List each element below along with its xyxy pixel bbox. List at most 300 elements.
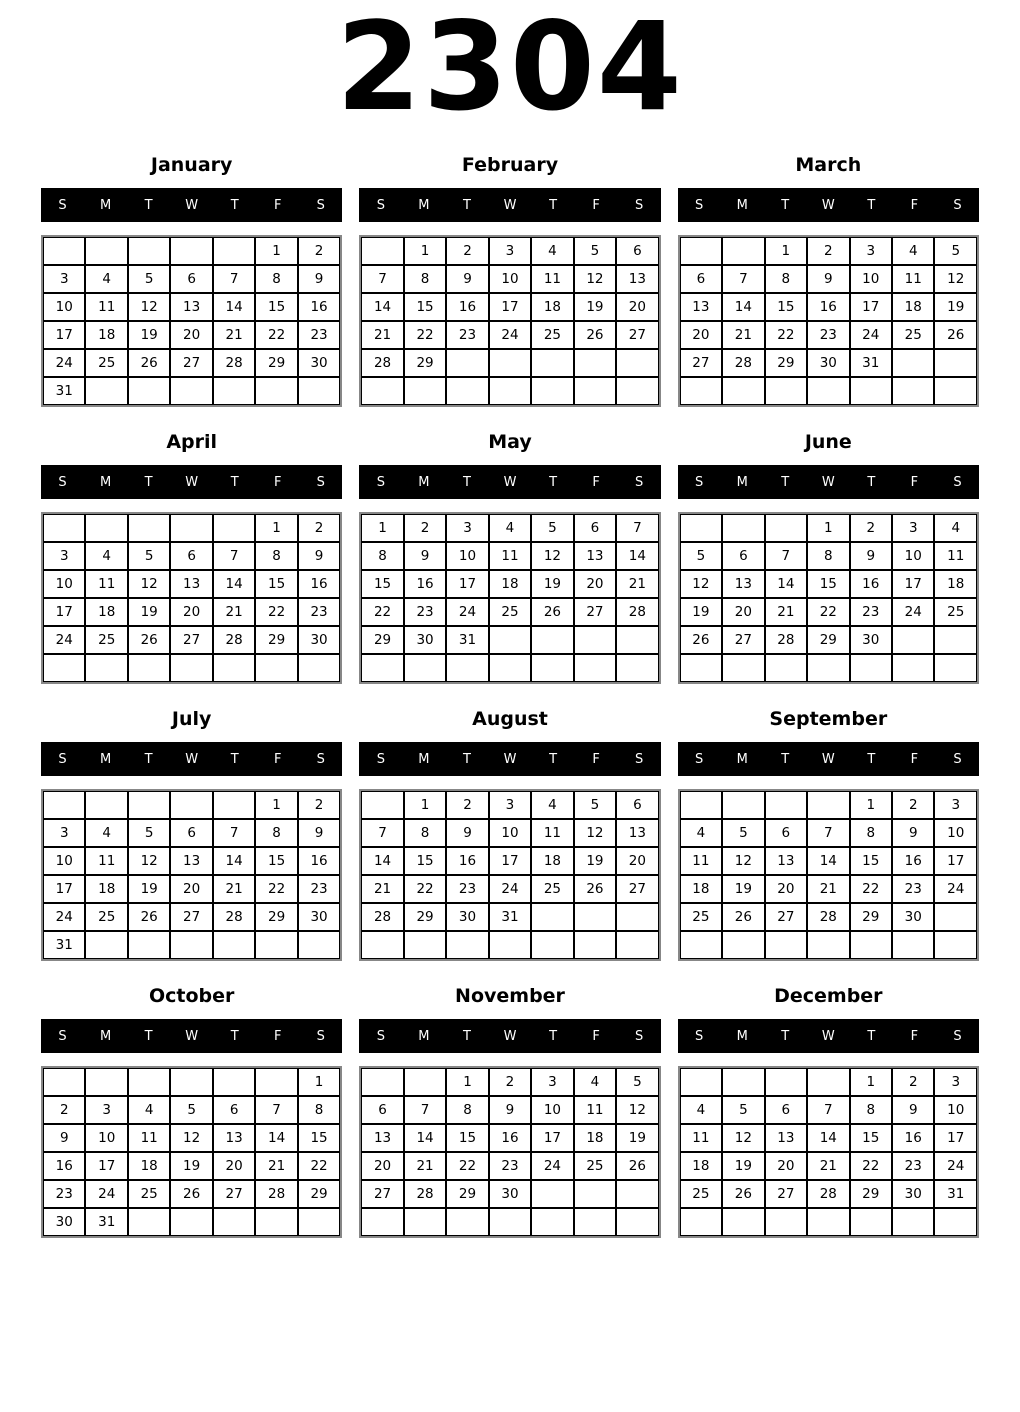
day-cell: 8 [298, 1096, 341, 1124]
day-cell-empty [722, 654, 764, 682]
day-cell-empty [807, 791, 849, 819]
day-cell: 27 [361, 1180, 403, 1208]
day-cell: 6 [170, 542, 212, 570]
day-cell: 22 [446, 1152, 488, 1180]
day-cell: 4 [574, 1068, 616, 1096]
week-row [361, 377, 658, 405]
weekday-label: T [462, 197, 471, 213]
day-cell: 7 [361, 819, 403, 847]
day-cell: 3 [489, 791, 531, 819]
day-cell: 17 [446, 570, 488, 598]
week-row [43, 903, 340, 931]
day-cell: 15 [404, 293, 446, 321]
day-cell-empty [298, 931, 341, 959]
day-cell-empty [722, 931, 764, 959]
day-cell-empty [574, 349, 616, 377]
day-cell-empty [934, 903, 977, 931]
day-cell: 25 [128, 1180, 170, 1208]
day-cell-empty [489, 1208, 531, 1236]
day-cell-empty [298, 377, 341, 405]
day-cell: 18 [680, 875, 722, 903]
day-cell: 16 [298, 293, 341, 321]
day-cell: 2 [892, 1068, 934, 1096]
day-cell-empty [531, 349, 573, 377]
day-cell-empty [722, 1068, 764, 1096]
day-cell: 18 [934, 570, 977, 598]
day-cell-empty [213, 931, 255, 959]
day-cell: 19 [722, 875, 764, 903]
day-cell-empty [361, 931, 403, 959]
day-cell: 15 [404, 847, 446, 875]
day-cell-empty [892, 626, 934, 654]
day-cell: 22 [807, 598, 849, 626]
day-cell: 1 [255, 514, 297, 542]
day-cell-empty [722, 791, 764, 819]
weekday-header [41, 742, 342, 776]
day-cell: 28 [361, 349, 403, 377]
day-cell-empty [892, 931, 934, 959]
day-cell: 3 [43, 819, 85, 847]
month-june [678, 431, 979, 684]
day-cell: 2 [446, 791, 488, 819]
day-cell-empty [170, 1068, 212, 1096]
day-cell: 15 [850, 1124, 892, 1152]
week-row [680, 931, 977, 959]
weekday-label: S [376, 751, 385, 767]
day-cell: 12 [574, 265, 616, 293]
day-cell: 5 [128, 819, 170, 847]
day-cell: 24 [43, 349, 85, 377]
day-cell-empty [170, 237, 212, 265]
day-cell: 1 [404, 791, 446, 819]
month-grid-frame [41, 512, 342, 684]
weekday-label: W [503, 197, 517, 213]
day-cell: 17 [489, 847, 531, 875]
day-cell: 10 [489, 819, 531, 847]
day-cell: 23 [298, 875, 341, 903]
week-row [361, 542, 658, 570]
weekday-label: S [953, 751, 962, 767]
day-cell: 6 [170, 819, 212, 847]
week-row [680, 626, 977, 654]
day-cell: 12 [128, 293, 170, 321]
week-row [680, 903, 977, 931]
day-cell: 28 [807, 1180, 849, 1208]
day-cell: 31 [85, 1208, 127, 1236]
month-grid-frame [678, 1066, 979, 1238]
day-cell: 19 [531, 570, 573, 598]
day-cell: 19 [574, 293, 616, 321]
day-cell: 28 [616, 598, 659, 626]
day-cell: 4 [128, 1096, 170, 1124]
week-row [43, 514, 340, 542]
day-cell: 11 [489, 542, 531, 570]
weekday-label: T [230, 1028, 239, 1044]
day-cell: 25 [574, 1152, 616, 1180]
day-cell: 14 [213, 570, 255, 598]
day-cell-empty [616, 1180, 659, 1208]
day-cell: 6 [765, 1096, 807, 1124]
day-cell: 26 [170, 1180, 212, 1208]
day-cell-empty [807, 377, 849, 405]
day-cell-empty [213, 654, 255, 682]
weekday-label: T [867, 197, 876, 213]
day-cell: 23 [446, 321, 488, 349]
month-grid-frame [359, 235, 660, 407]
month-grid-frame [41, 235, 342, 407]
day-cell: 22 [255, 875, 297, 903]
day-cell: 26 [722, 903, 764, 931]
day-cell: 30 [298, 349, 341, 377]
day-cell: 12 [722, 1124, 764, 1152]
day-cell: 9 [892, 1096, 934, 1124]
month-grid [43, 514, 340, 682]
day-cell: 10 [489, 265, 531, 293]
day-cell: 25 [680, 1180, 722, 1208]
day-cell: 8 [361, 542, 403, 570]
weekday-label: T [144, 197, 153, 213]
day-cell: 13 [765, 847, 807, 875]
day-cell: 7 [616, 514, 659, 542]
day-cell: 3 [85, 1096, 127, 1124]
day-cell-empty [85, 237, 127, 265]
day-cell: 16 [850, 570, 892, 598]
day-cell-empty [850, 377, 892, 405]
weekday-label: F [274, 1028, 282, 1044]
day-cell-empty [489, 654, 531, 682]
day-cell: 8 [850, 1096, 892, 1124]
day-cell: 24 [892, 598, 934, 626]
day-cell: 21 [807, 1152, 849, 1180]
month-grid [43, 1068, 340, 1236]
day-cell: 22 [255, 598, 297, 626]
day-cell: 24 [934, 1152, 977, 1180]
day-cell-empty [170, 791, 212, 819]
day-cell: 30 [298, 626, 341, 654]
weekday-label: T [144, 751, 153, 767]
week-row [680, 654, 977, 682]
day-cell: 28 [213, 349, 255, 377]
day-cell-empty [531, 903, 573, 931]
day-cell: 26 [574, 875, 616, 903]
day-cell-empty [85, 931, 127, 959]
day-cell: 7 [213, 542, 255, 570]
day-cell-empty [765, 931, 807, 959]
day-cell: 29 [404, 903, 446, 931]
day-cell-empty [43, 514, 85, 542]
week-row [361, 1124, 658, 1152]
day-cell-empty [807, 931, 849, 959]
day-cell: 6 [170, 265, 212, 293]
day-cell: 29 [850, 903, 892, 931]
day-cell: 5 [531, 514, 573, 542]
day-cell: 6 [213, 1096, 255, 1124]
day-cell: 8 [255, 542, 297, 570]
month-title: May [488, 431, 532, 453]
day-cell: 21 [616, 570, 659, 598]
day-cell: 1 [255, 237, 297, 265]
day-cell-empty [574, 626, 616, 654]
day-cell: 29 [255, 626, 297, 654]
day-cell: 18 [85, 875, 127, 903]
weekday-label: S [58, 197, 67, 213]
weekday-label: S [58, 751, 67, 767]
week-row [361, 321, 658, 349]
day-cell: 14 [404, 1124, 446, 1152]
day-cell: 8 [255, 265, 297, 293]
day-cell: 31 [43, 377, 85, 405]
day-cell: 1 [404, 237, 446, 265]
day-cell: 15 [446, 1124, 488, 1152]
day-cell-empty [574, 903, 616, 931]
day-cell: 26 [680, 626, 722, 654]
day-cell: 20 [765, 875, 807, 903]
day-cell-empty [616, 931, 659, 959]
day-cell: 13 [170, 293, 212, 321]
day-cell: 22 [361, 598, 403, 626]
day-cell: 8 [404, 265, 446, 293]
day-cell-empty [43, 654, 85, 682]
day-cell: 27 [574, 598, 616, 626]
day-cell-empty [361, 1208, 403, 1236]
day-cell: 21 [361, 321, 403, 349]
day-cell-empty [404, 1068, 446, 1096]
day-cell: 30 [489, 1180, 531, 1208]
weekday-header [678, 465, 979, 499]
month-grid [361, 237, 658, 405]
day-cell: 7 [361, 265, 403, 293]
week-row [43, 1208, 340, 1236]
day-cell: 22 [255, 321, 297, 349]
week-row [361, 1096, 658, 1124]
week-row [361, 903, 658, 931]
day-cell-empty [404, 931, 446, 959]
day-cell: 20 [722, 598, 764, 626]
day-cell: 21 [404, 1152, 446, 1180]
day-cell: 21 [807, 875, 849, 903]
day-cell: 5 [680, 542, 722, 570]
day-cell: 31 [489, 903, 531, 931]
day-cell: 9 [489, 1096, 531, 1124]
day-cell-empty [213, 791, 255, 819]
day-cell-empty [765, 1208, 807, 1236]
day-cell: 11 [128, 1124, 170, 1152]
day-cell: 8 [807, 542, 849, 570]
day-cell: 16 [446, 847, 488, 875]
day-cell: 21 [722, 321, 764, 349]
month-august [359, 708, 660, 961]
week-row [361, 1208, 658, 1236]
weekday-label: T [230, 474, 239, 490]
day-cell: 15 [298, 1124, 341, 1152]
day-cell: 18 [85, 598, 127, 626]
weekday-label: F [910, 751, 919, 767]
month-march [678, 154, 979, 407]
day-cell: 26 [128, 349, 170, 377]
day-cell-empty [765, 377, 807, 405]
day-cell: 11 [680, 1124, 722, 1152]
day-cell-empty [765, 654, 807, 682]
week-row [680, 321, 977, 349]
day-cell-empty [43, 237, 85, 265]
day-cell-empty [680, 791, 722, 819]
day-cell: 15 [361, 570, 403, 598]
day-cell: 7 [807, 819, 849, 847]
weekday-label: F [910, 1028, 919, 1044]
day-cell: 3 [43, 542, 85, 570]
week-row [361, 626, 658, 654]
day-cell: 14 [255, 1124, 297, 1152]
day-cell: 5 [934, 237, 977, 265]
day-cell: 3 [934, 1068, 977, 1096]
day-cell: 3 [531, 1068, 573, 1096]
day-cell-empty [213, 1068, 255, 1096]
day-cell: 20 [361, 1152, 403, 1180]
day-cell: 3 [43, 265, 85, 293]
day-cell-empty [680, 514, 722, 542]
day-cell: 13 [680, 293, 722, 321]
day-cell-empty [446, 377, 488, 405]
day-cell-empty [574, 931, 616, 959]
day-cell: 24 [934, 875, 977, 903]
day-cell: 30 [298, 903, 341, 931]
day-cell: 6 [361, 1096, 403, 1124]
month-title: June [804, 431, 852, 453]
weekday-label: M [99, 197, 112, 213]
month-grid [361, 1068, 658, 1236]
day-cell: 28 [213, 626, 255, 654]
day-cell: 5 [616, 1068, 659, 1096]
day-cell: 22 [850, 875, 892, 903]
week-row [680, 1208, 977, 1236]
day-cell: 12 [574, 819, 616, 847]
week-row [43, 598, 340, 626]
day-cell: 29 [361, 626, 403, 654]
day-cell-empty [765, 514, 807, 542]
day-cell: 25 [934, 598, 977, 626]
day-cell: 24 [43, 626, 85, 654]
day-cell: 23 [298, 598, 341, 626]
day-cell: 22 [404, 875, 446, 903]
day-cell: 20 [170, 875, 212, 903]
day-cell: 13 [616, 819, 659, 847]
weekday-label: W [503, 474, 517, 490]
week-row [43, 293, 340, 321]
day-cell: 19 [128, 598, 170, 626]
day-cell: 2 [446, 237, 488, 265]
weekday-label: M [736, 751, 748, 767]
weekday-label: M [736, 197, 748, 213]
day-cell: 4 [85, 542, 127, 570]
day-cell-empty [680, 931, 722, 959]
day-cell: 26 [128, 626, 170, 654]
day-cell: 20 [680, 321, 722, 349]
week-row [361, 875, 658, 903]
day-cell: 14 [361, 293, 403, 321]
weekday-label: S [635, 474, 644, 490]
week-row [43, 321, 340, 349]
weekday-label: M [99, 474, 112, 490]
week-row [680, 1068, 977, 1096]
weekday-label: T [781, 1028, 790, 1044]
day-cell: 25 [531, 875, 573, 903]
week-row [680, 1096, 977, 1124]
day-cell: 12 [170, 1124, 212, 1152]
week-row [43, 931, 340, 959]
week-row [361, 1180, 658, 1208]
day-cell: 30 [850, 626, 892, 654]
day-cell: 29 [446, 1180, 488, 1208]
weekday-header [678, 188, 979, 222]
week-row [43, 1124, 340, 1152]
day-cell-empty [531, 377, 573, 405]
day-cell-empty [892, 654, 934, 682]
day-cell: 20 [170, 321, 212, 349]
month-december [678, 985, 979, 1238]
day-cell: 10 [43, 570, 85, 598]
day-cell: 11 [574, 1096, 616, 1124]
day-cell: 8 [850, 819, 892, 847]
day-cell: 30 [892, 903, 934, 931]
day-cell: 16 [892, 1124, 934, 1152]
day-cell-empty [85, 514, 127, 542]
day-cell: 21 [213, 321, 255, 349]
day-cell: 27 [765, 903, 807, 931]
day-cell-empty [680, 1208, 722, 1236]
day-cell-empty [850, 931, 892, 959]
day-cell: 21 [255, 1152, 297, 1180]
day-cell-empty [934, 349, 977, 377]
day-cell: 9 [446, 265, 488, 293]
day-cell: 25 [531, 321, 573, 349]
day-cell-empty [892, 349, 934, 377]
weekday-label: T [462, 474, 471, 490]
day-cell: 25 [85, 349, 127, 377]
day-cell-empty [574, 654, 616, 682]
day-cell: 1 [361, 514, 403, 542]
week-row [680, 847, 977, 875]
week-row [361, 791, 658, 819]
day-cell: 18 [892, 293, 934, 321]
day-cell-empty [128, 1068, 170, 1096]
day-cell: 1 [850, 791, 892, 819]
day-cell: 12 [531, 542, 573, 570]
day-cell: 4 [531, 791, 573, 819]
week-row [43, 1096, 340, 1124]
weekday-label: W [503, 751, 517, 767]
week-row [361, 931, 658, 959]
week-row [680, 542, 977, 570]
weekday-header [41, 188, 342, 222]
day-cell-empty [85, 791, 127, 819]
day-cell: 5 [170, 1096, 212, 1124]
day-cell: 21 [213, 875, 255, 903]
weekday-label: S [316, 474, 325, 490]
week-row [680, 237, 977, 265]
week-row [680, 1180, 977, 1208]
day-cell: 23 [850, 598, 892, 626]
day-cell: 3 [446, 514, 488, 542]
day-cell-empty [170, 931, 212, 959]
day-cell-empty [85, 654, 127, 682]
day-cell: 6 [765, 819, 807, 847]
day-cell: 23 [807, 321, 849, 349]
day-cell: 18 [531, 293, 573, 321]
day-cell: 27 [170, 626, 212, 654]
day-cell: 8 [255, 819, 297, 847]
weekday-header [678, 742, 979, 776]
day-cell-empty [85, 1068, 127, 1096]
